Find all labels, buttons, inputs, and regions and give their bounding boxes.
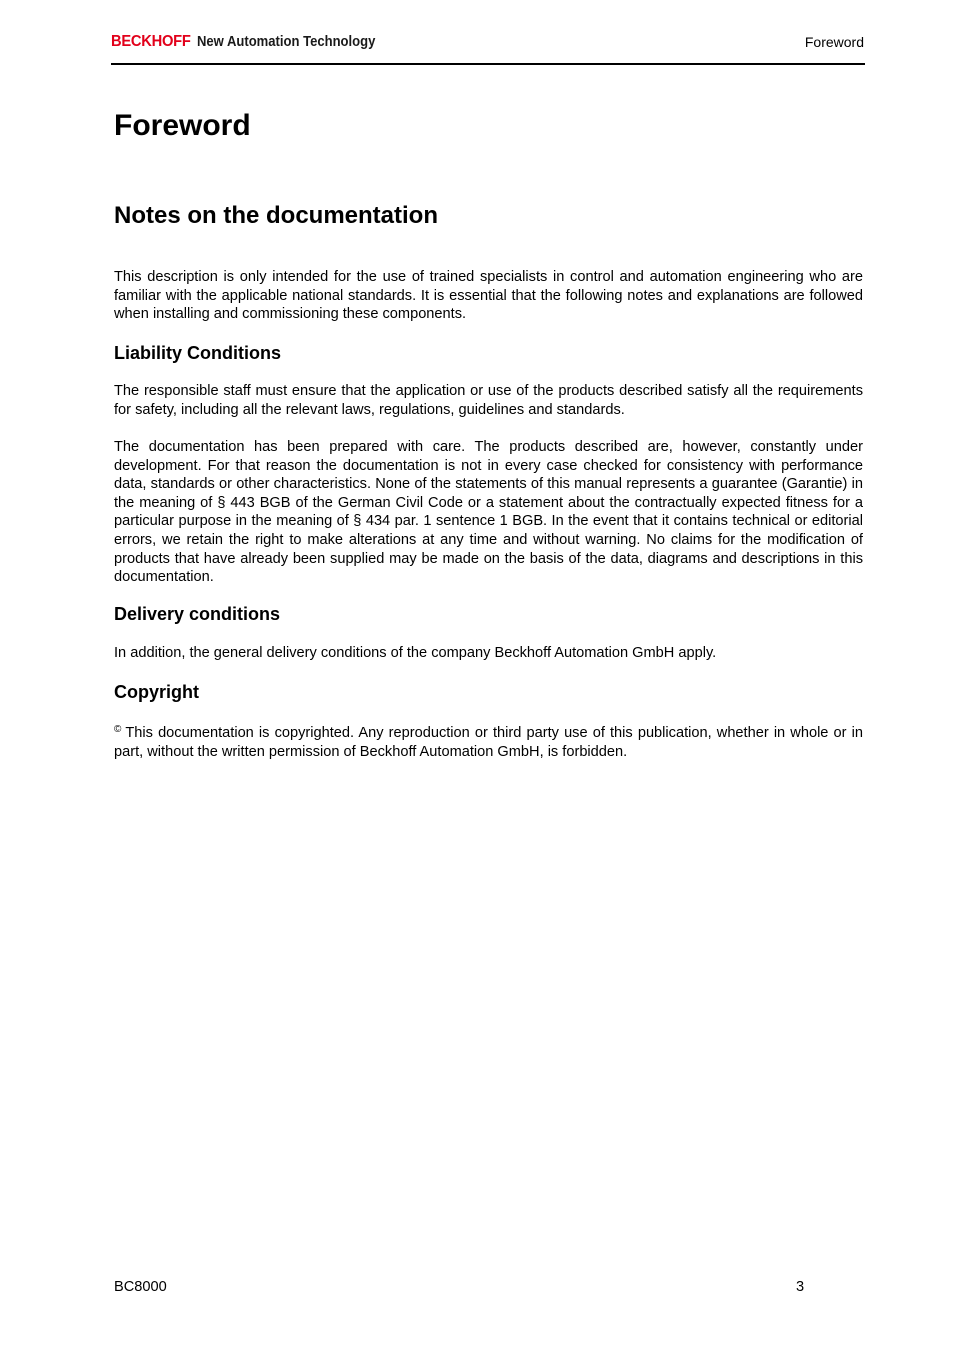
footer-product: BC8000: [114, 1279, 167, 1295]
page-title: Foreword: [114, 109, 251, 142]
section-title: Notes on the documentation: [114, 202, 438, 229]
copyright-text: This documentation is copyrighted. Any reproduction or third party use of this publication, whether in whole or in part, without the written permission of Beckhoff Automation GmbH, is forbidden.: [114, 725, 863, 760]
intro-paragraph: This description is only intended for the use of trained specialists in control and automation engineering who are familiar with the applicable national standards. It is essential that the following notes and explanations are followed when installing and commissioning these components.: [114, 269, 863, 323]
copyright-heading: Copyright: [114, 682, 199, 702]
logo-brand: BECKHOFF: [111, 33, 191, 50]
liability-heading: Liability Conditions: [114, 343, 281, 363]
delivery-heading: Delivery conditions: [114, 604, 281, 624]
copyright-icon: ©: [114, 724, 122, 735]
copyright-paragraph: [114, 721, 863, 761]
liability-paragraph-1: The responsible staff must ensure that the application or use of the products described satisfy all the requirements for safety, including all the relevant laws, regulations, guidelines and standards.: [114, 383, 863, 418]
header-section-title: Foreword: [804, 34, 864, 50]
liability-paragraph-2: The documentation has been prepared with care. The products described are, however, constantly under development. For that reason the documentation is not in every case checked for consistency with performance data, standards or other characteristics. None of the statements of this manual represents a guarantee (Garantie) in the meaning of § 443 BGB of the German Civil Code or a statement about the contractually expected fitness for a particular purpose in the meaning of § 434 par. 1 sentence 1 BGB. In the event that it contains technical or editorial errors, we retain the right to make alterations at any time and without warning. No claims for the modification of products that have already been supplied may be made on the basis of the data, diagrams and descriptions in this documentation.: [114, 439, 863, 586]
beckhoff-logo: [111, 33, 396, 51]
page-header: [111, 30, 865, 65]
footer-page-number: 3: [796, 1279, 805, 1295]
delivery-paragraph: In addition, the general delivery conditions of the company Beckhoff Automation GmbH apply.: [114, 645, 717, 661]
logo-tagline: New Automation Technology: [197, 34, 376, 50]
